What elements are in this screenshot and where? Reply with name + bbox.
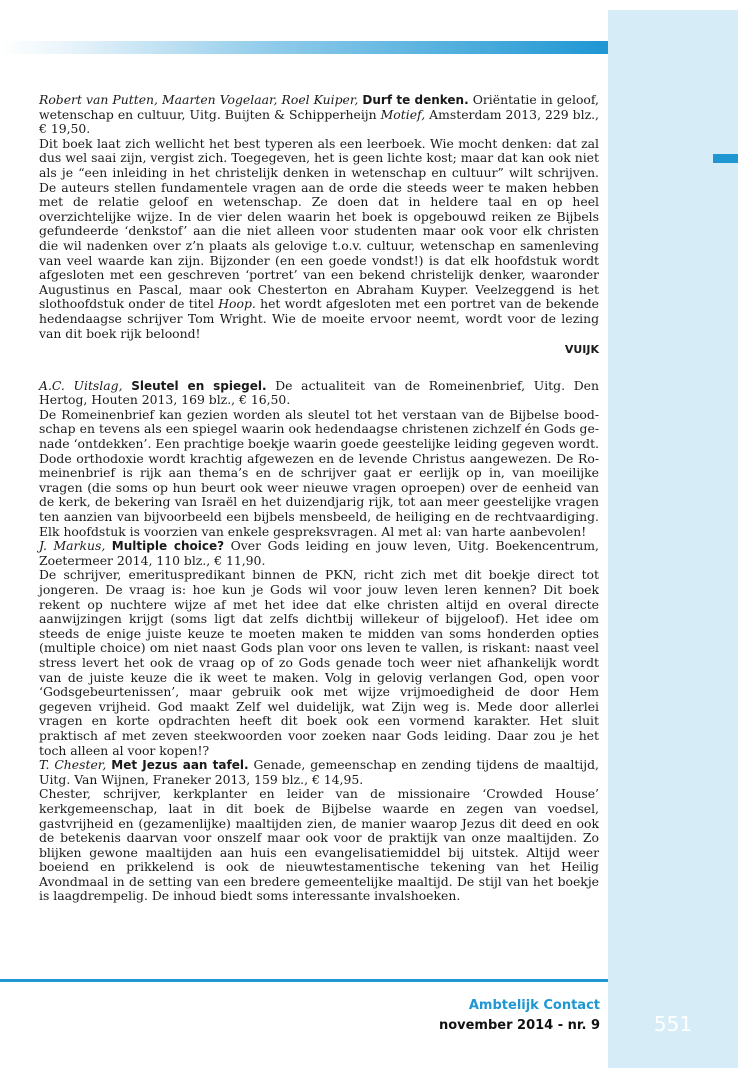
review-body: De Romeinenbrief kan gezien worden als sleutel tot het verstaan van de Bijbelse boodschap en tevens als een spiegel waarin ook hedendaagse christenen zichzelf én Gods genade ‘ontdekken’. Een prachtige boekje waarin goede geestelijke leiding gegeven wordt. Dode orthodoxie wordt krachtig afgewezen en de levende Christus aangewezen. De Romeinenbrief is rijk aan thema’s en de schrijver gaat er eerlijk op in, van moeilijke vragen (die soms op hun beurt ook weer nieuwe vragen oproepen) over de eenheid van de kerk, de bekering van Israël en het duizendjarig rijk, tot aan meer geestelijke vragen ten aanzien van bijvoorbeeld een bijbels mensbeeld, de heiliging en de rechtvaardiging. Elk hoofdstuk is voorzien van enkele gespreksvragen. Al met al: van harte aanbevolen!	[39, 406, 599, 539]
review-authors: T. Chester,	[39, 757, 107, 773]
review-details-end: Amsterdam 2013, 229 blz., € 19,50.	[39, 106, 599, 137]
review-details: Genade, gemeenschap en zending tijdens de maaltijd, Uitg. Van Wijnen, Franeker 2013, 159 blz., € 14,95.	[39, 757, 599, 787]
review-met-jezus-aan-tafel	[39, 758, 599, 904]
review-body: De schrijver, emerituspredikant binnen de PKN, richt zich met dit boekje direct tot jongeren. De vraag is: hoe kun je Gods wil voor jouw leven leren kennen? Dit boek rekent op nuchtere wijze af met het idee dat elke christen altijd en overal directe aanwijzingen krijgt (soms ligt dat zelfs dichtbij willekeur of bijgeloof). Het idee om steeds de enige juiste keuze te moeten maken te midden van soms honderden opties (multiple choice) om niet naast Gods plan voor ons leven te vallen, is riskant: naast veel stress levert het ook de vraag op of zo Gods genade toch weer niet afhankelijk wordt van de juiste keuze die ik weet te maken. Volg in gelovig verlangen God, open voor ‘Godsgebeurtenissen’, maar gebruik ook met wijze vrijmoedigheid de door Hem gegeven vrijheid. God maakt Zelf wel duidelijk, wat Zijn weg is. Mede door allerlei vragen en korte opdrachten heeft dit boek ook een vormend karakter. Het sluit praktisch af met zeven steekwoorden voor zoeken naar Gods leiding. Daar zou je het toch alleen al voor kopen!?	[39, 567, 599, 758]
review-authors: Robert van Putten, Maarten Vogelaar, Roel Kuiper,	[39, 92, 359, 107]
issue-label: november 2014 - nr. 9	[438, 1018, 600, 1033]
sidebar-tab-marker	[713, 154, 738, 163]
review-title: Sleutel en spiegel.	[131, 378, 267, 393]
review-body: Chester, schrijver, kerkplanter en leider van de missionaire ‘Crowded House’ kerkgemeenschap, laat in dit boek de Bijbelse waarde en zegen van voedsel, gastvrijheid en (gezamenlijke) maaltijden zien, de manier waarop Jezus dit deed en ook de betekenis daarvan voor onszelf maar ook voor de praktijk van onze maaltijden. Zo blijken gewone maaltijden aan huis een evangelisatiemiddel bij uitstek. Altijd weer boeiend en prikkelend is ook de nieuwtestamentische tekening van het Heilig Avondmaal in de setting van een bredere gemeentelijke maaltijd. De stijl van het boekje is laagdrempelig. De inhoud biedt soms interessante invalshoeken.	[39, 786, 599, 904]
review-authors: J. Markus,	[39, 538, 106, 554]
review-details: Oriëntatie in geloof, wetenschap en cultuur, Uitg. Buijten & Schipperheijn	[39, 92, 599, 122]
footer	[439, 996, 600, 1036]
review-title: Multiple choice?	[111, 539, 225, 554]
page-sidebar	[608, 10, 738, 1068]
review-series: Motief,	[380, 106, 426, 122]
review-details: De actualiteit van de Romeinenbrief, Uitg. Den Hertog, Houten 2013, 169 blz., € 16,50.	[39, 377, 599, 408]
review-heading	[39, 379, 599, 408]
review-heading	[39, 758, 599, 787]
footer-rule	[0, 979, 608, 982]
review-body-text-end: het wordt afgesloten met een portret van de bekende hedendaagse schrijver Tom Wright. Wie de moeite ervoor neemt, wordt voor de lezing van dit boek rijk beloond!	[39, 296, 600, 341]
review-authors: A.C. Uitslag,	[39, 377, 123, 393]
magazine-name: Ambtelijk Contact	[468, 998, 600, 1013]
review-sleutel-en-spiegel	[39, 379, 599, 540]
review-heading	[39, 539, 599, 568]
review-signature: VUIJK	[564, 343, 599, 357]
review-heading	[39, 93, 599, 137]
article-content	[39, 93, 599, 904]
header-gradient-bar	[0, 41, 608, 54]
review-durf-te-denken	[39, 93, 599, 358]
review-multiple-choice	[39, 539, 599, 758]
page-number: 551	[653, 1012, 693, 1036]
review-title: Met Jezus aan tafel.	[111, 758, 249, 773]
review-title: Durf te denken.	[362, 93, 469, 107]
review-body	[39, 137, 599, 341]
review-details: Over Gods leiding en jouw leven, Uitg. Boekencentrum, Zoetermeer 2014, 110 blz., € 11,90.	[39, 538, 599, 568]
review-body-italic: Hoop.	[218, 296, 256, 312]
review-body-text: Dit boek laat zich wellicht het best typeren als een leerboek. Wie mocht denken: dat zal dus wel saai zijn, vergist zich. Toegegeven, het is geen lichte kost; maar dat kan ook niet als je “een inleiding in het christelijk denken in wetenschap en cultuur” wilt schrijven. De auteurs stellen fundamentele vragen aan de orde die steeds weer te maken hebben met de relatie geloof en wetenschap. Ze doen dat in heldere taal en op heel overzichtelijke wijze. In de vier delen waarin het boek is opgebouwd reiken ze Bijbels gefundeerde ‘denkstof’ aan die niet alleen voor studenten maar ook voor elk christen die wil nadenken over z’n plaats als gelovige t.o.v. cultuur, wetenschap en samenleving van veel waarde kan zijn. Bijzonder (en een goede vondst!) is dat elk hoofdstuk wordt afgesloten met een geschreven ‘portret’ van een bekend christelijk denker, waaronder Augustinus en Pascal, maar ook Chesterton en Abraham Kuyper. Veelzeggend is het slothoofdstuk onder de titel	[39, 135, 599, 312]
